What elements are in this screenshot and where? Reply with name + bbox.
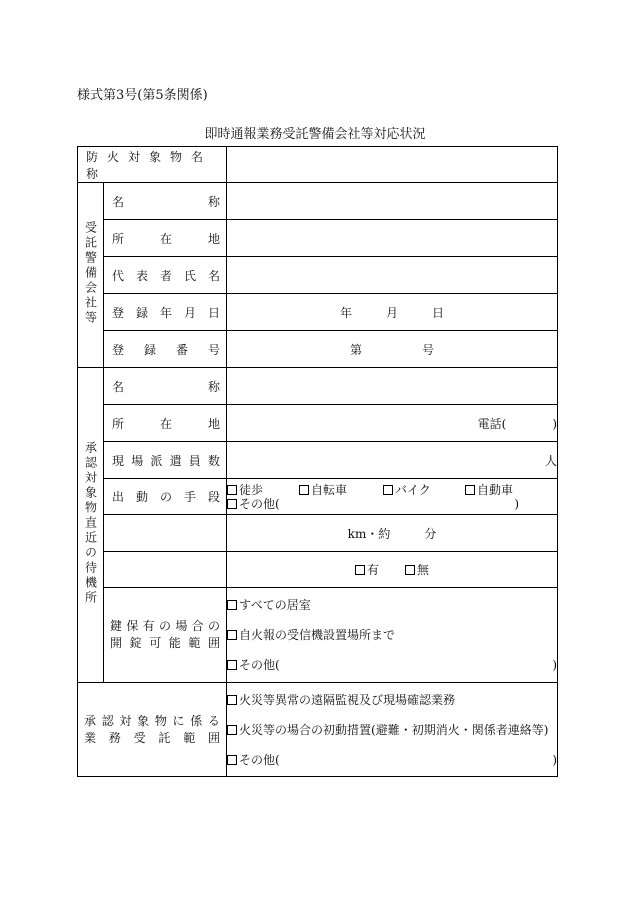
response-status-form — [77, 146, 558, 777]
checkbox-icon[interactable] — [383, 485, 393, 495]
target-name-field[interactable] — [227, 147, 558, 183]
checkbox-icon[interactable] — [227, 600, 237, 610]
key-range-label-char: 保 — [126, 619, 139, 633]
yes-option[interactable]: 有 — [355, 561, 379, 578]
checkbox-icon[interactable] — [227, 695, 237, 705]
standby-address-field[interactable]: 電話( ) — [227, 405, 558, 442]
scope-label-char: 業 — [84, 730, 97, 745]
key-range-label-char: 合 — [191, 619, 204, 633]
checkbox-icon[interactable] — [299, 485, 309, 495]
company-address-field[interactable] — [227, 220, 558, 257]
scope-label-char: 囲 — [207, 730, 220, 745]
representative-label: 代 表 者 氏 名 — [104, 257, 227, 294]
standby-group-label: 承認対象物直近の待機所 — [78, 368, 104, 683]
company-address-label: 所 在 地 — [104, 220, 227, 257]
registration-number-field[interactable]: 第 号 — [227, 331, 558, 368]
scope-label-char: 承 — [84, 713, 97, 728]
standby-address-label: 所 在 地 — [104, 405, 227, 442]
mode-car-option[interactable]: 自動車 — [465, 483, 513, 497]
standby-name-field[interactable] — [227, 368, 558, 405]
key-range-label-char: 錠 — [129, 636, 142, 650]
key-range-label-char: 有 — [142, 619, 155, 633]
key-range-label-char: 可 — [149, 636, 162, 650]
mode-motorbike-option[interactable]: バイク — [383, 483, 465, 497]
standby-name-label: 名 称 — [104, 368, 227, 405]
yes-no-label-cell — [104, 552, 227, 588]
distance-field[interactable]: km・約 分 — [227, 515, 558, 552]
key-range-label-char: の — [158, 619, 171, 633]
registration-date-field[interactable]: 年 月 日 — [227, 294, 558, 331]
representative-field[interactable] — [227, 257, 558, 294]
key-option-other[interactable]: その他( ) — [227, 650, 557, 680]
scope-label-char: 対 — [119, 713, 132, 728]
scope-label-char: 係 — [190, 713, 203, 728]
key-range-label — [104, 588, 227, 683]
mode-bicycle-option[interactable]: 自転車 — [299, 483, 383, 497]
no-option[interactable]: 無 — [405, 561, 429, 578]
checkbox-icon[interactable] — [227, 485, 237, 495]
dispatch-mode-field — [227, 479, 558, 515]
checkbox-icon[interactable] — [227, 755, 237, 765]
staff-count-field[interactable]: 人 — [227, 442, 558, 479]
yes-no-field — [227, 552, 558, 588]
key-range-label-char: 範 — [188, 636, 201, 650]
scope-label-char: 託 — [158, 730, 171, 745]
scope-label — [78, 683, 227, 777]
scope-label-char: 認 — [101, 713, 114, 728]
target-name-row — [78, 147, 558, 183]
scope-label-char: 物 — [154, 713, 167, 728]
scope-label-char: 務 — [108, 730, 121, 745]
scope-option-initial-response[interactable]: 火災等の場合の初動措置(避難・初期消火・関係者連絡等) — [227, 715, 557, 745]
checkbox-icon[interactable] — [227, 630, 237, 640]
mode-other-option[interactable]: その他( ) — [227, 497, 557, 511]
registration-number-label: 登 録 番 号 — [104, 331, 227, 368]
scope-label-char: 象 — [137, 713, 150, 728]
checkbox-icon[interactable] — [405, 565, 415, 575]
target-name-label-text: 防火対象物名称 — [86, 149, 213, 181]
key-range-label-char: 囲 — [207, 636, 220, 650]
mode-walk-option[interactable]: 徒歩 — [227, 483, 299, 497]
company-name-field[interactable] — [227, 183, 558, 220]
key-range-label-char: 場 — [175, 619, 188, 633]
key-range-field — [227, 588, 558, 683]
scope-label-char: 受 — [133, 730, 146, 745]
distance-label-cell — [104, 515, 227, 552]
target-name-label-cell — [78, 147, 227, 183]
scope-label-char: に — [172, 713, 185, 728]
registration-date-label: 登 録 年 月 日 — [104, 294, 227, 331]
checkbox-icon[interactable] — [465, 485, 475, 495]
scope-label-char: 範 — [183, 730, 196, 745]
checkbox-icon[interactable] — [227, 499, 237, 509]
company-name-label-text: 名 称 — [112, 194, 221, 209]
scope-option-other[interactable]: その他( ) — [227, 745, 557, 775]
target-name-label — [78, 148, 226, 182]
company-name-label — [104, 183, 227, 220]
scope-label-char: る — [207, 713, 220, 728]
dispatch-mode-label: 出 動 の 手 段 — [104, 479, 227, 515]
form-number: 様式第3号(第5条関係) — [77, 88, 208, 103]
key-range-label-char: 開 — [110, 636, 123, 650]
checkbox-icon[interactable] — [355, 565, 365, 575]
scope-field — [227, 683, 558, 777]
checkbox-icon[interactable] — [227, 660, 237, 670]
key-range-label-char: の — [207, 619, 220, 633]
staff-count-label: 現 場 派 遣 員 数 — [104, 442, 227, 479]
key-range-label-char: 鍵 — [110, 619, 123, 633]
key-option-all-rooms[interactable]: すべての居室 — [227, 590, 557, 620]
company-group-label: 受託警備会社等 — [78, 183, 104, 368]
page-title: 即時通報業務受託警備会社等対応状況 — [204, 127, 426, 142]
key-option-receiver[interactable]: 自火報の受信機設置場所まで — [227, 620, 557, 650]
checkbox-icon[interactable] — [227, 725, 237, 735]
scope-option-monitoring[interactable]: 火災等異常の遠隔監視及び現場確認業務 — [227, 685, 557, 715]
key-range-label-char: 能 — [168, 636, 181, 650]
